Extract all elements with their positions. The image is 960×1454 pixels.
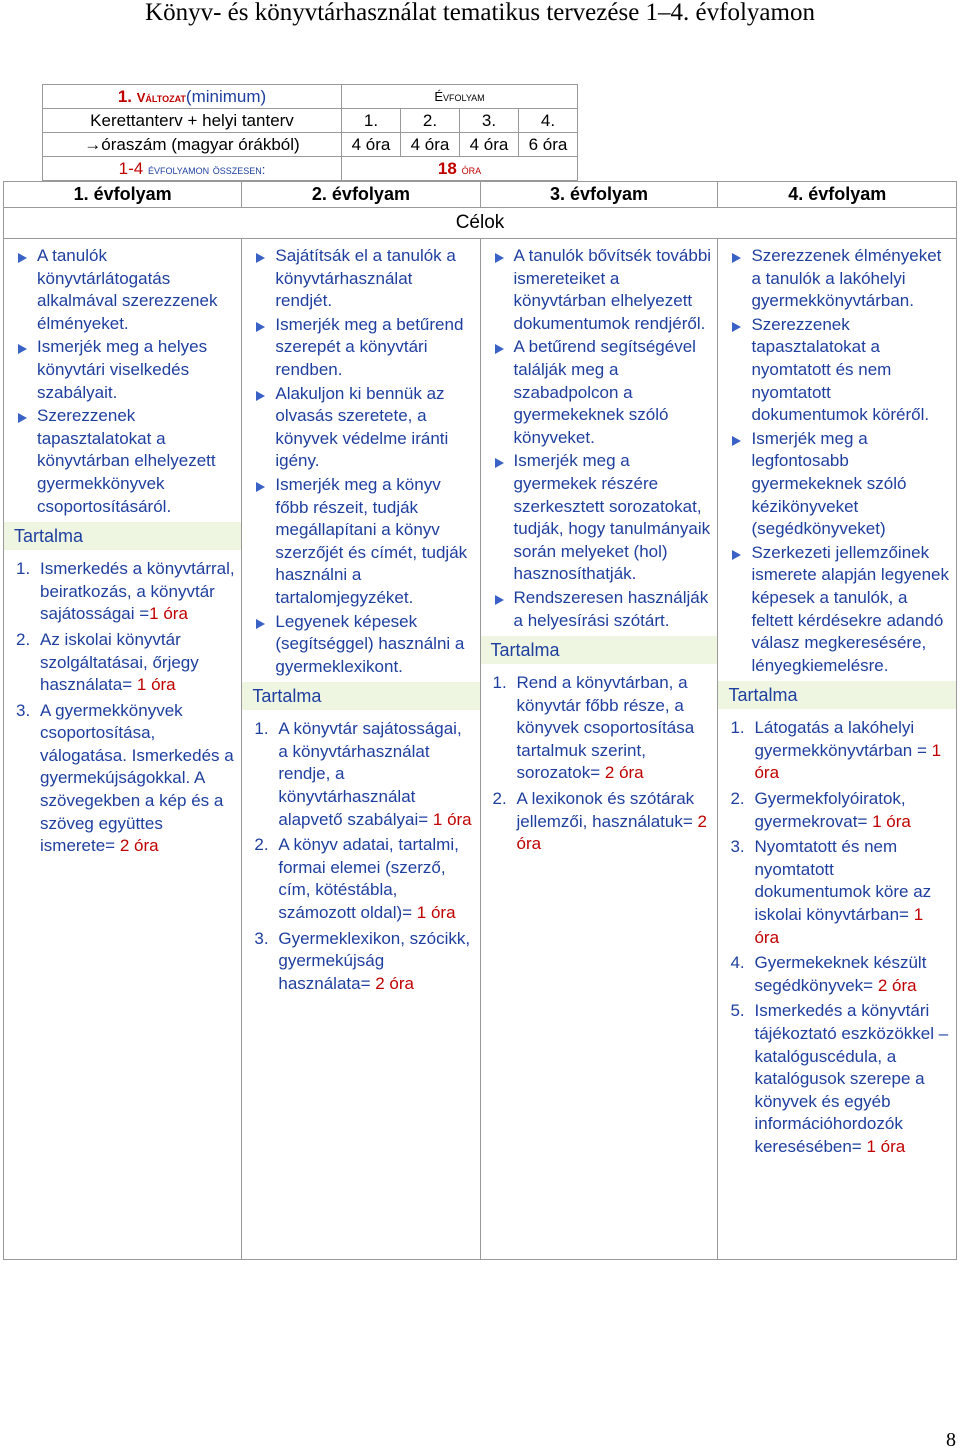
grade-2: 2. bbox=[401, 109, 460, 133]
content-item bbox=[491, 788, 712, 856]
total-label: évfolyamon összesen: bbox=[147, 161, 266, 177]
goal-list bbox=[491, 245, 712, 632]
header-grade-3: 3. évfolyam bbox=[480, 182, 718, 208]
content-item bbox=[491, 672, 712, 785]
variant-number: 1. bbox=[117, 86, 132, 106]
hours-4: 6 óra bbox=[519, 133, 578, 157]
tartalma-heading: Tartalma bbox=[718, 681, 956, 709]
goal-item bbox=[14, 336, 235, 404]
column-grade-1 bbox=[4, 239, 242, 1260]
goal-text: Ismerjék meg a betűrend szerepét a könyvtári rendben. bbox=[275, 314, 464, 379]
content-item bbox=[14, 700, 235, 858]
goal-text: Szerezzenek tapasztalatokat a könyvtárban elhelyezett gyermekkönyvek csoportosításáról. bbox=[37, 406, 216, 516]
content-text: Gyermeklexikon, szócikk, gyermekújság használata= bbox=[278, 928, 471, 993]
content-list bbox=[728, 717, 950, 1158]
bullet-arrow-icon bbox=[256, 482, 265, 492]
goal-item bbox=[728, 428, 950, 541]
content-hours: 2 óra bbox=[604, 763, 644, 783]
content-list bbox=[491, 672, 712, 856]
content-item bbox=[252, 834, 473, 924]
header-grade-1: 1. évfolyam bbox=[4, 182, 242, 208]
goal-item bbox=[252, 611, 473, 679]
bullet-arrow-icon bbox=[495, 595, 504, 605]
header-grade-2: 2. évfolyam bbox=[242, 182, 480, 208]
total-prefix: 1-4 bbox=[118, 158, 144, 178]
content-number: 2. bbox=[254, 835, 269, 855]
goal-text: Ismerjék meg a helyes könyvtári viselkedés szabályait. bbox=[37, 337, 208, 402]
bullet-arrow-icon bbox=[495, 253, 504, 263]
content-number: 4. bbox=[730, 953, 745, 973]
hours-2: 4 óra bbox=[401, 133, 460, 157]
content-hours: 1 óra bbox=[136, 675, 176, 695]
content-item bbox=[252, 718, 473, 831]
content-text: Gyermekeknek készült segédkönyvek= bbox=[754, 953, 927, 995]
goal-list bbox=[14, 245, 235, 518]
goal-item bbox=[491, 245, 712, 335]
content-hours: 2 óra bbox=[877, 975, 917, 995]
total-label-cell bbox=[43, 157, 342, 181]
content-list bbox=[14, 558, 235, 858]
bullet-arrow-icon bbox=[256, 619, 265, 629]
goal-text: Rendszeresen használják a helyesírási szótárt. bbox=[513, 587, 709, 630]
goal-item bbox=[14, 405, 235, 518]
content-hours: 1 óra bbox=[416, 903, 456, 923]
content-number: 3. bbox=[730, 837, 745, 857]
content-number: 1. bbox=[254, 719, 269, 739]
goal-text: A betűrend segítségével találják meg a szabadpolcon a gyermekeknek szóló könyveket. bbox=[513, 337, 696, 447]
content-text: Ismerkedés a könyvtári tájékoztató eszközökkel – katalóguscédula, a katalógusok szerepe a könyvek és egyéb információhordozók keresésében= bbox=[754, 1001, 949, 1156]
goal-item bbox=[252, 314, 473, 382]
goal-item bbox=[728, 245, 950, 313]
goal-item bbox=[491, 336, 712, 449]
content-number: 2. bbox=[16, 629, 31, 649]
content-text: Látogatás a lakóhelyi gyermekkönyvtárban = bbox=[754, 718, 932, 760]
total-unit: óra bbox=[461, 161, 482, 177]
bullet-arrow-icon bbox=[732, 253, 741, 263]
content-item bbox=[252, 928, 473, 996]
column-grade-4 bbox=[718, 239, 957, 1260]
content-number: 2. bbox=[492, 789, 507, 809]
content-text: Nyomtatott és nem nyomtatott dokumentumok köre az iskolai könyvtárban= bbox=[754, 837, 932, 925]
content-item bbox=[728, 952, 950, 997]
goal-item bbox=[252, 245, 473, 313]
celok-label: Célok bbox=[4, 208, 957, 239]
content-item bbox=[14, 558, 235, 626]
goal-text: A tanulók könyvtárlátogatás alkalmával szerezzenek élményeket. bbox=[37, 246, 218, 333]
content-hours: 1 óra bbox=[754, 740, 942, 783]
goal-item bbox=[252, 474, 473, 610]
bullet-arrow-icon bbox=[256, 391, 265, 401]
total-value: 18 bbox=[437, 158, 457, 178]
content-text: A lexikonok és szótárak jellemzői, használatuk= bbox=[516, 789, 698, 831]
content-hours: 1 óra bbox=[432, 809, 472, 829]
content-number: 1. bbox=[730, 718, 745, 738]
content-list bbox=[252, 718, 473, 995]
bullet-arrow-icon bbox=[732, 550, 741, 560]
plan-table bbox=[3, 181, 957, 1260]
grade-1: 1. bbox=[342, 109, 401, 133]
column-grade-3 bbox=[480, 239, 718, 1260]
total-value-cell bbox=[342, 157, 578, 181]
hours-3: 4 óra bbox=[460, 133, 519, 157]
content-text: Gyermekfolyóiratok, gyermekrovat= bbox=[754, 789, 906, 831]
bullet-arrow-icon bbox=[732, 436, 741, 446]
goal-list bbox=[252, 245, 473, 678]
goal-item bbox=[252, 383, 473, 473]
content-hours: 1 óra bbox=[754, 905, 924, 947]
content-item bbox=[728, 836, 950, 949]
goal-text: Sajátítsák el a tanulók a könyvtárhasználat rendjét. bbox=[275, 246, 456, 311]
content-text: A könyv adatai, tartalmi, formai elemei (szerző, cím, kötéstábla, számozott oldal)= bbox=[278, 835, 459, 923]
goal-text: Szerkezeti jellemzőinek ismerete alapján legyenek képesek a tanulók, a feltett kérdésekre adandó válasz megkeresésére, lényegkiemelésre. bbox=[751, 542, 949, 675]
bullet-arrow-icon bbox=[256, 253, 265, 263]
bullet-arrow-icon bbox=[732, 322, 741, 332]
content-text: A gyermekkönyvek csoportosítása, válogatása. Ismerkedés a gyermekújságokkal. A szövegekben a kép és a szöveg együttes ismerete= bbox=[40, 700, 234, 856]
content-item bbox=[728, 788, 950, 833]
variant-rest: (minimum) bbox=[185, 86, 267, 106]
content-hours: 2 óra bbox=[375, 973, 414, 993]
content-number: 1. bbox=[492, 673, 507, 693]
goal-text: A tanulók bővítsék további ismereteiket a könyvtárban elhelyezett dokumentumok rendjéről. bbox=[513, 246, 712, 333]
bullet-arrow-icon bbox=[256, 322, 265, 332]
content-hours: 2 óra bbox=[119, 836, 159, 856]
evfolyam-label: Évfolyam bbox=[342, 85, 578, 109]
content-text: A könyvtár sajátosságai, a könyvtárhasználat rendje, a könyvtárhasználat alapvető szabályai= bbox=[278, 719, 462, 829]
hours-label: →óraszám (magyar órákból) bbox=[43, 133, 342, 157]
content-number: 3. bbox=[16, 700, 31, 720]
page-number: 8 bbox=[946, 1429, 956, 1451]
goal-item bbox=[728, 314, 950, 427]
content-number: 2. bbox=[730, 789, 745, 809]
bullet-arrow-icon bbox=[495, 458, 504, 468]
bullet-arrow-icon bbox=[18, 413, 27, 423]
tartalma-heading: Tartalma bbox=[481, 636, 718, 664]
bullet-arrow-icon bbox=[495, 344, 504, 354]
variant-word: Változat bbox=[136, 89, 186, 105]
content-number: 5. bbox=[730, 1001, 745, 1021]
goal-text: Ismerjék meg a gyermekek részére szerkesztett sorozatokat, tudják, hogy tanulmányaik során melyeket (hol) hasznosíthatják. bbox=[513, 451, 711, 584]
tartalma-heading: Tartalma bbox=[4, 522, 241, 550]
content-text: Ismerkedés a könyvtárral, beiratkozás, a könyvtár sajátosságai = bbox=[40, 559, 235, 624]
content-text: Az iskolai könyvtár szolgáltatásai, őrjegy használata= bbox=[40, 629, 199, 695]
goal-text: Ismerjék meg a könyv főbb részeit, tudják megállapítani a könyv szerzőjét és címét, tudják használni a tartalomjegyzéket. bbox=[275, 474, 468, 607]
curriculum-label: Kerettanterv + helyi tanterv bbox=[43, 109, 342, 133]
goal-item bbox=[491, 587, 712, 632]
grade-4: 4. bbox=[519, 109, 578, 133]
content-hours: 1 óra bbox=[149, 604, 188, 624]
header-grade-4: 4. évfolyam bbox=[718, 182, 957, 208]
content-number: 3. bbox=[254, 928, 269, 948]
goal-text: Ismerjék meg a legfontosabb gyermekeknek szóló kézikönyveket (segédkönyveket) bbox=[751, 428, 907, 539]
bullet-arrow-icon bbox=[18, 344, 27, 354]
content-hours: 1 óra bbox=[866, 1136, 906, 1156]
goal-text: Szerezzenek élményeket a tanulók a lakóhelyi gyermekkönyvtárban. bbox=[751, 246, 942, 311]
goal-item bbox=[728, 542, 950, 678]
page-title: Könyv- és könyvtárhasználat tematikus tervezése 1–4. évfolyamon bbox=[145, 0, 815, 26]
content-hours: 2 óra bbox=[516, 811, 707, 854]
hours-1: 4 óra bbox=[342, 133, 401, 157]
variant-cell bbox=[43, 85, 342, 109]
bullet-arrow-icon bbox=[18, 253, 27, 263]
grade-3: 3. bbox=[460, 109, 519, 133]
content-item bbox=[728, 717, 950, 785]
content-text: Rend a könyvtárban, a könyvtár főbb része, a könyvek csoportosítása tartalmuk szerint, sorozatok= bbox=[516, 673, 695, 783]
goal-item bbox=[491, 450, 712, 586]
goal-text: Legyenek képesek (segítséggel) használni a gyermeklexikont. bbox=[275, 611, 465, 676]
content-item bbox=[728, 1000, 950, 1158]
goal-list bbox=[728, 245, 950, 677]
content-number: 1. bbox=[16, 559, 31, 579]
goal-text: Szerezzenek tapasztalatokat a nyomtatott és nem nyomtatott dokumentumok köréről. bbox=[751, 314, 930, 425]
content-item bbox=[14, 629, 235, 697]
goal-item bbox=[14, 245, 235, 335]
tartalma-heading: Tartalma bbox=[242, 682, 479, 710]
summary-table bbox=[42, 84, 578, 181]
content-hours: 1 óra bbox=[872, 811, 911, 831]
goal-text: Alakuljon ki bennük az olvasás szeretete, a könyvek védelme iránti igény. bbox=[275, 383, 449, 471]
column-grade-2 bbox=[242, 239, 480, 1260]
